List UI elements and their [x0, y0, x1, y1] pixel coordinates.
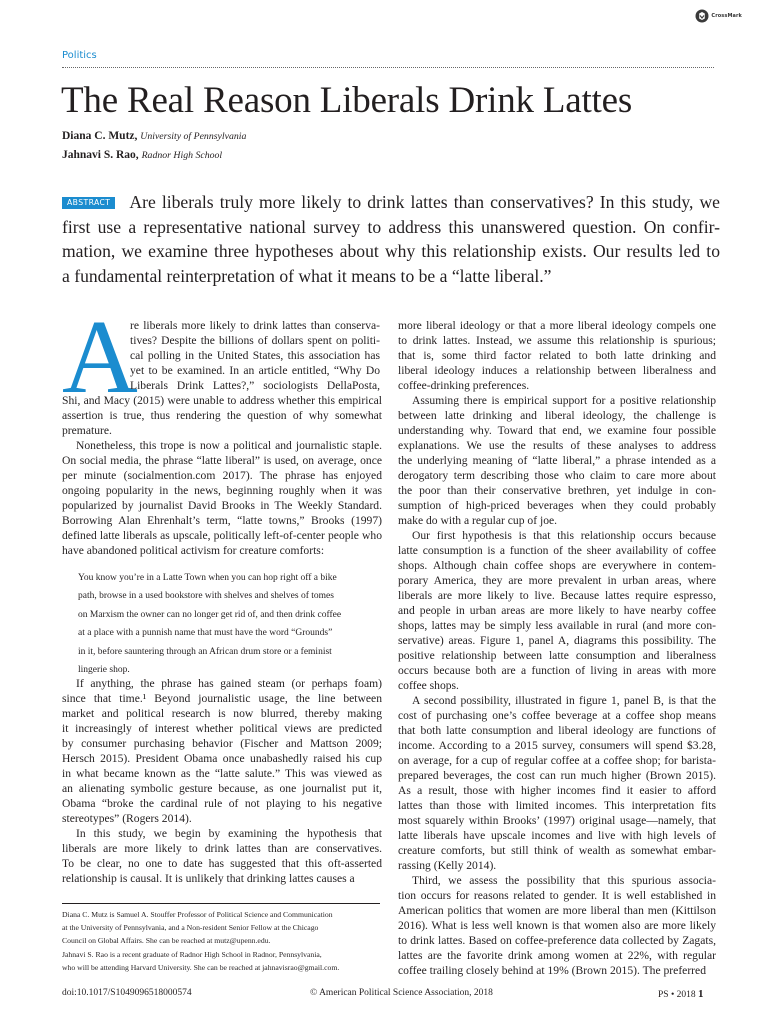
text-line: Third, we assess the possibility that this spurious associa- [412, 874, 716, 887]
quote-line: path, browse in a used bookstore with shelves and shelves of tomes [78, 591, 334, 602]
author-line [62, 149, 222, 161]
text-line: lattes are the favorite drink among women at 22%, with regular [398, 949, 716, 962]
text-line: porary America, they are more prevalent in urban areas, where [398, 574, 716, 587]
left-column-intro [130, 318, 380, 393]
text-line: popularized by journalist David Brooks in The Weekly Standard. [62, 499, 382, 512]
block-quote [78, 569, 378, 679]
text-line: In this study, we begin by examining the hypothesis that [76, 827, 382, 840]
abstract-line: mation, we examine three hypotheses about why this relationship exists. Our results led to [62, 241, 720, 262]
text-line: tion occurs for reasons related to gender. It is well established in [398, 889, 716, 902]
text-line: between latte drinking and liberal ideology, the challenge is [398, 409, 716, 422]
text-line: premature. [62, 424, 112, 437]
left-column-body [62, 393, 382, 558]
text-line: coffee shops. [398, 679, 459, 692]
text-line: Liberals Drink Lattes?,” sociologists DellaPosta, [130, 379, 380, 392]
journal-info [658, 988, 704, 1000]
text-line: If anything, the phrase has gained steam (or perhaps foam) [76, 677, 382, 690]
text-line: income. According to a 2015 survey, consumers will spend $3.28, [398, 739, 716, 752]
footnote-line: Council on Global Affairs. She can be reached at mutz@upenn.edu. [62, 936, 271, 946]
text-line: creature comforts, but still think of wealth as somewhat embar- [398, 844, 716, 857]
author-affiliation: University of Pennsylvania [140, 131, 247, 142]
text-line: re liberals more likely to drink lattes than conserva- [130, 319, 380, 332]
drop-cap: A [62, 298, 138, 415]
text-line: per minute (socialmention.com 2017). The phrase has enjoyed [62, 469, 382, 482]
text-line: make do with a regular cup of joe. [398, 514, 558, 527]
text-line: coffee trailing closely behind at 19% (Brown 2015). The preferred [398, 964, 706, 977]
author-name: Jahnavi S. Rao, [62, 149, 139, 161]
text-line: derogatory term describing those who claim to care more about [398, 469, 716, 482]
abstract-line: first use a representative national survey to address this unanswered question. On confir- [62, 216, 720, 237]
abstract-badge: ABSTRACT [62, 197, 115, 209]
text-line: to drink lattes. Instead, we assume this relationship is spurious; [398, 334, 716, 347]
text-line: an alienating symbolic gesture because, as one journalist put it, [62, 782, 382, 795]
author-name: Diana C. Mutz, [62, 130, 138, 142]
text-line: on average, for a cup of regular coffee at a coffee shop; for barista- [398, 754, 716, 767]
text-line: yet to be examined. In an article entitled, “Why Do [130, 364, 380, 377]
footnote-divider [62, 903, 380, 904]
text-line: most squarely within Brooks’ (1997) original usage—namely, that [398, 814, 716, 827]
text-line: more liberal ideology or that a more liberal ideology compels one [398, 319, 716, 332]
footnote-line: at the University of Pennsylvania, and a Non-resident Senior Fellow at the Chicago [62, 923, 319, 933]
text-line: Our first hypothesis is that this relationship occurs because [412, 529, 716, 542]
text-line: servative) areas. Figure 1, panel A, diagrams this possibility. The [398, 634, 716, 647]
text-line: shops. Although chain coffee shops are everywhere in contem- [398, 559, 716, 572]
crossmark-label: CrossMark [711, 13, 742, 19]
abstract [62, 190, 720, 288]
text-line: tives? Despite the billions of dollars spent on politi- [130, 334, 380, 347]
text-line: relationship is causal. It is unlikely that drinking lattes causes a [62, 872, 355, 885]
text-line: it increasingly of interest whether political views are predicted [62, 722, 382, 735]
text-line: sumption of high-priced beverages when they could probably [398, 499, 716, 512]
crossmark-badge[interactable] [695, 9, 742, 23]
text-line: liberal ideology induces a relationship between liberalness and [398, 364, 716, 377]
text-line: As a result, those with higher incomes find it easier to afford [398, 784, 716, 797]
section-label: Politics [62, 50, 97, 61]
text-line: explanations. We use the results of these analyses to address [398, 439, 716, 452]
journal-issue: PS • 2018 [658, 990, 696, 1000]
text-line: that is, some third factor related to both latte drinking and [398, 349, 716, 362]
text-line: Obama “broke the cardinal rule of not playing to his negative [62, 797, 382, 810]
text-line: stereotypes” (Rogers 2014). [62, 812, 192, 825]
abstract-line: a fundamental reinterpretation of what it means to be a “latte liberal.” [62, 265, 552, 286]
doi-link[interactable]: doi:10.1017/S1049096518000574 [62, 988, 192, 998]
text-line: Nonetheless, this trope is now a political and journalistic staple. [76, 439, 382, 452]
page-number: 1 [698, 988, 704, 1000]
text-line: Borrowing Alan Ehrenhalt’s term, “latte towns,” Brooks (1997) [62, 514, 382, 527]
quote-line: at a place with a punnish name that must have the word “Grounds” [78, 628, 333, 639]
text-line: liberals are more likely to drink lattes than are conservatives. [62, 842, 382, 855]
text-line: cal polling in the United States, this association has [130, 349, 380, 362]
footnote-line: who will be attending Harvard University. She can be reached at jahnavisrao@gmail.com. [62, 962, 340, 972]
text-line: coffee-drinking preferences. [398, 379, 530, 392]
text-line: cost of purchasing one’s coffee beverage at a coffee shop means [398, 709, 716, 722]
left-column-body [62, 676, 382, 886]
quote-line: on Marxism the owner can no longer get rid of, and then drink coffee [78, 609, 342, 620]
copyright: © American Political Science Association, 2018 [310, 988, 493, 998]
text-line: Assuming there is empirical support for a positive relationship [412, 394, 716, 407]
abstract-line: ABSTRACT Are liberals truly more likely to drink lattes than conservatives? In this study, we [62, 190, 720, 215]
text-line: that both latte consumption and liberal ideology are functions of [398, 724, 716, 737]
text-line: and people in urban areas are more likely to have nearby coffee [398, 604, 716, 617]
text-line: positive relationship between latte consumption and liberalness [398, 649, 716, 662]
text-line: the poor than their conservative brethren, yet indulge in con- [398, 484, 716, 497]
right-column-body [398, 318, 716, 978]
footnote-line: Diana C. Mutz is Samuel A. Stouffer Professor of Political Science and Communication [62, 910, 333, 919]
crossmark-icon [695, 9, 709, 23]
text-line: have abandoned political activism for creature comforts: [62, 544, 325, 557]
text-line: defined latte liberals as upscale, politically left-of-center people who [62, 529, 382, 542]
text-line: assertion is true, thus rendering the question of why somewhat [62, 409, 382, 422]
text-line: the underlying meaning of “latte liberal,” a phrase intended as a [398, 454, 716, 467]
text-line: To be clear, no one to date has suggested that this oft-asserted [62, 857, 382, 870]
author-line [62, 130, 246, 142]
text-line: since that time.¹ Beyond journalistic usage, the line between [62, 692, 382, 705]
text-line: by consumer purchasing behavior (Fischer and Mattson 2009; [62, 737, 382, 750]
text-line: lattes than those with limited incomes. This interpretation fits [398, 799, 716, 812]
header-divider [62, 67, 714, 68]
text-line: prepared beverages, the cost can run much higher (Brown 2015). [398, 769, 716, 782]
author-affiliation: Radnor High School [141, 150, 223, 161]
text-line: liberals are more likely to live. Because lattes require espresso, [398, 589, 716, 602]
text-line: understanding why. Toward that end, we examine four possible [398, 424, 716, 437]
text-line: occurs because both are a function of living in areas with more [398, 664, 716, 677]
text-line: market and political research is now blurred, thereby making [62, 707, 382, 720]
text-line: in what became known as the “latte salute.” This was viewed as [62, 767, 382, 780]
article-title: The Real Reason Liberals Drink Lattes [61, 80, 633, 121]
quote-line: You know you’re in a Latte Town when you can hop right off a bike [78, 573, 337, 583]
text-line: Shi, and Macy (2015) were unable to address whether this empirical [62, 394, 382, 407]
footnote-line: Jahnavi S. Rao is a recent graduate of Radnor High School in Radnor, Pennsylvania, [62, 949, 322, 959]
quote-line: in it, before sauntering through an African drum store or a feminist [78, 646, 332, 657]
author-footnote [62, 908, 380, 974]
text-line: to drink lattes. Based on coffee-preference data collected by Zagats, [398, 934, 716, 947]
quote-line: lingerie shop. [78, 664, 130, 675]
text-line: shops, lattes may be simply less available in rural (and more con- [398, 619, 716, 632]
text-line: A second possibility, illustrated in figure 1, panel B, is that the [412, 694, 716, 707]
text-line: latte liberals have upscale incomes and live with high levels of [398, 829, 716, 842]
text-line: American politics that women are more liberal than men (Kittilson [398, 904, 716, 917]
text-line: Hersch 2015). President Obama once unabashedly raised his cup [62, 752, 382, 765]
text-line: On social media, the phrase “latte liberal” is used, on average, once [62, 454, 382, 467]
text-line: 2016). What is less well known is that women also are more likely [398, 919, 716, 932]
text-line: rassing (Kelly 2014). [398, 859, 497, 872]
text-line: ongoing popularity in the news, beginning roughly when it was [62, 484, 382, 497]
text-line: latte consumption is a function of the sheer availability of coffee [398, 544, 716, 557]
